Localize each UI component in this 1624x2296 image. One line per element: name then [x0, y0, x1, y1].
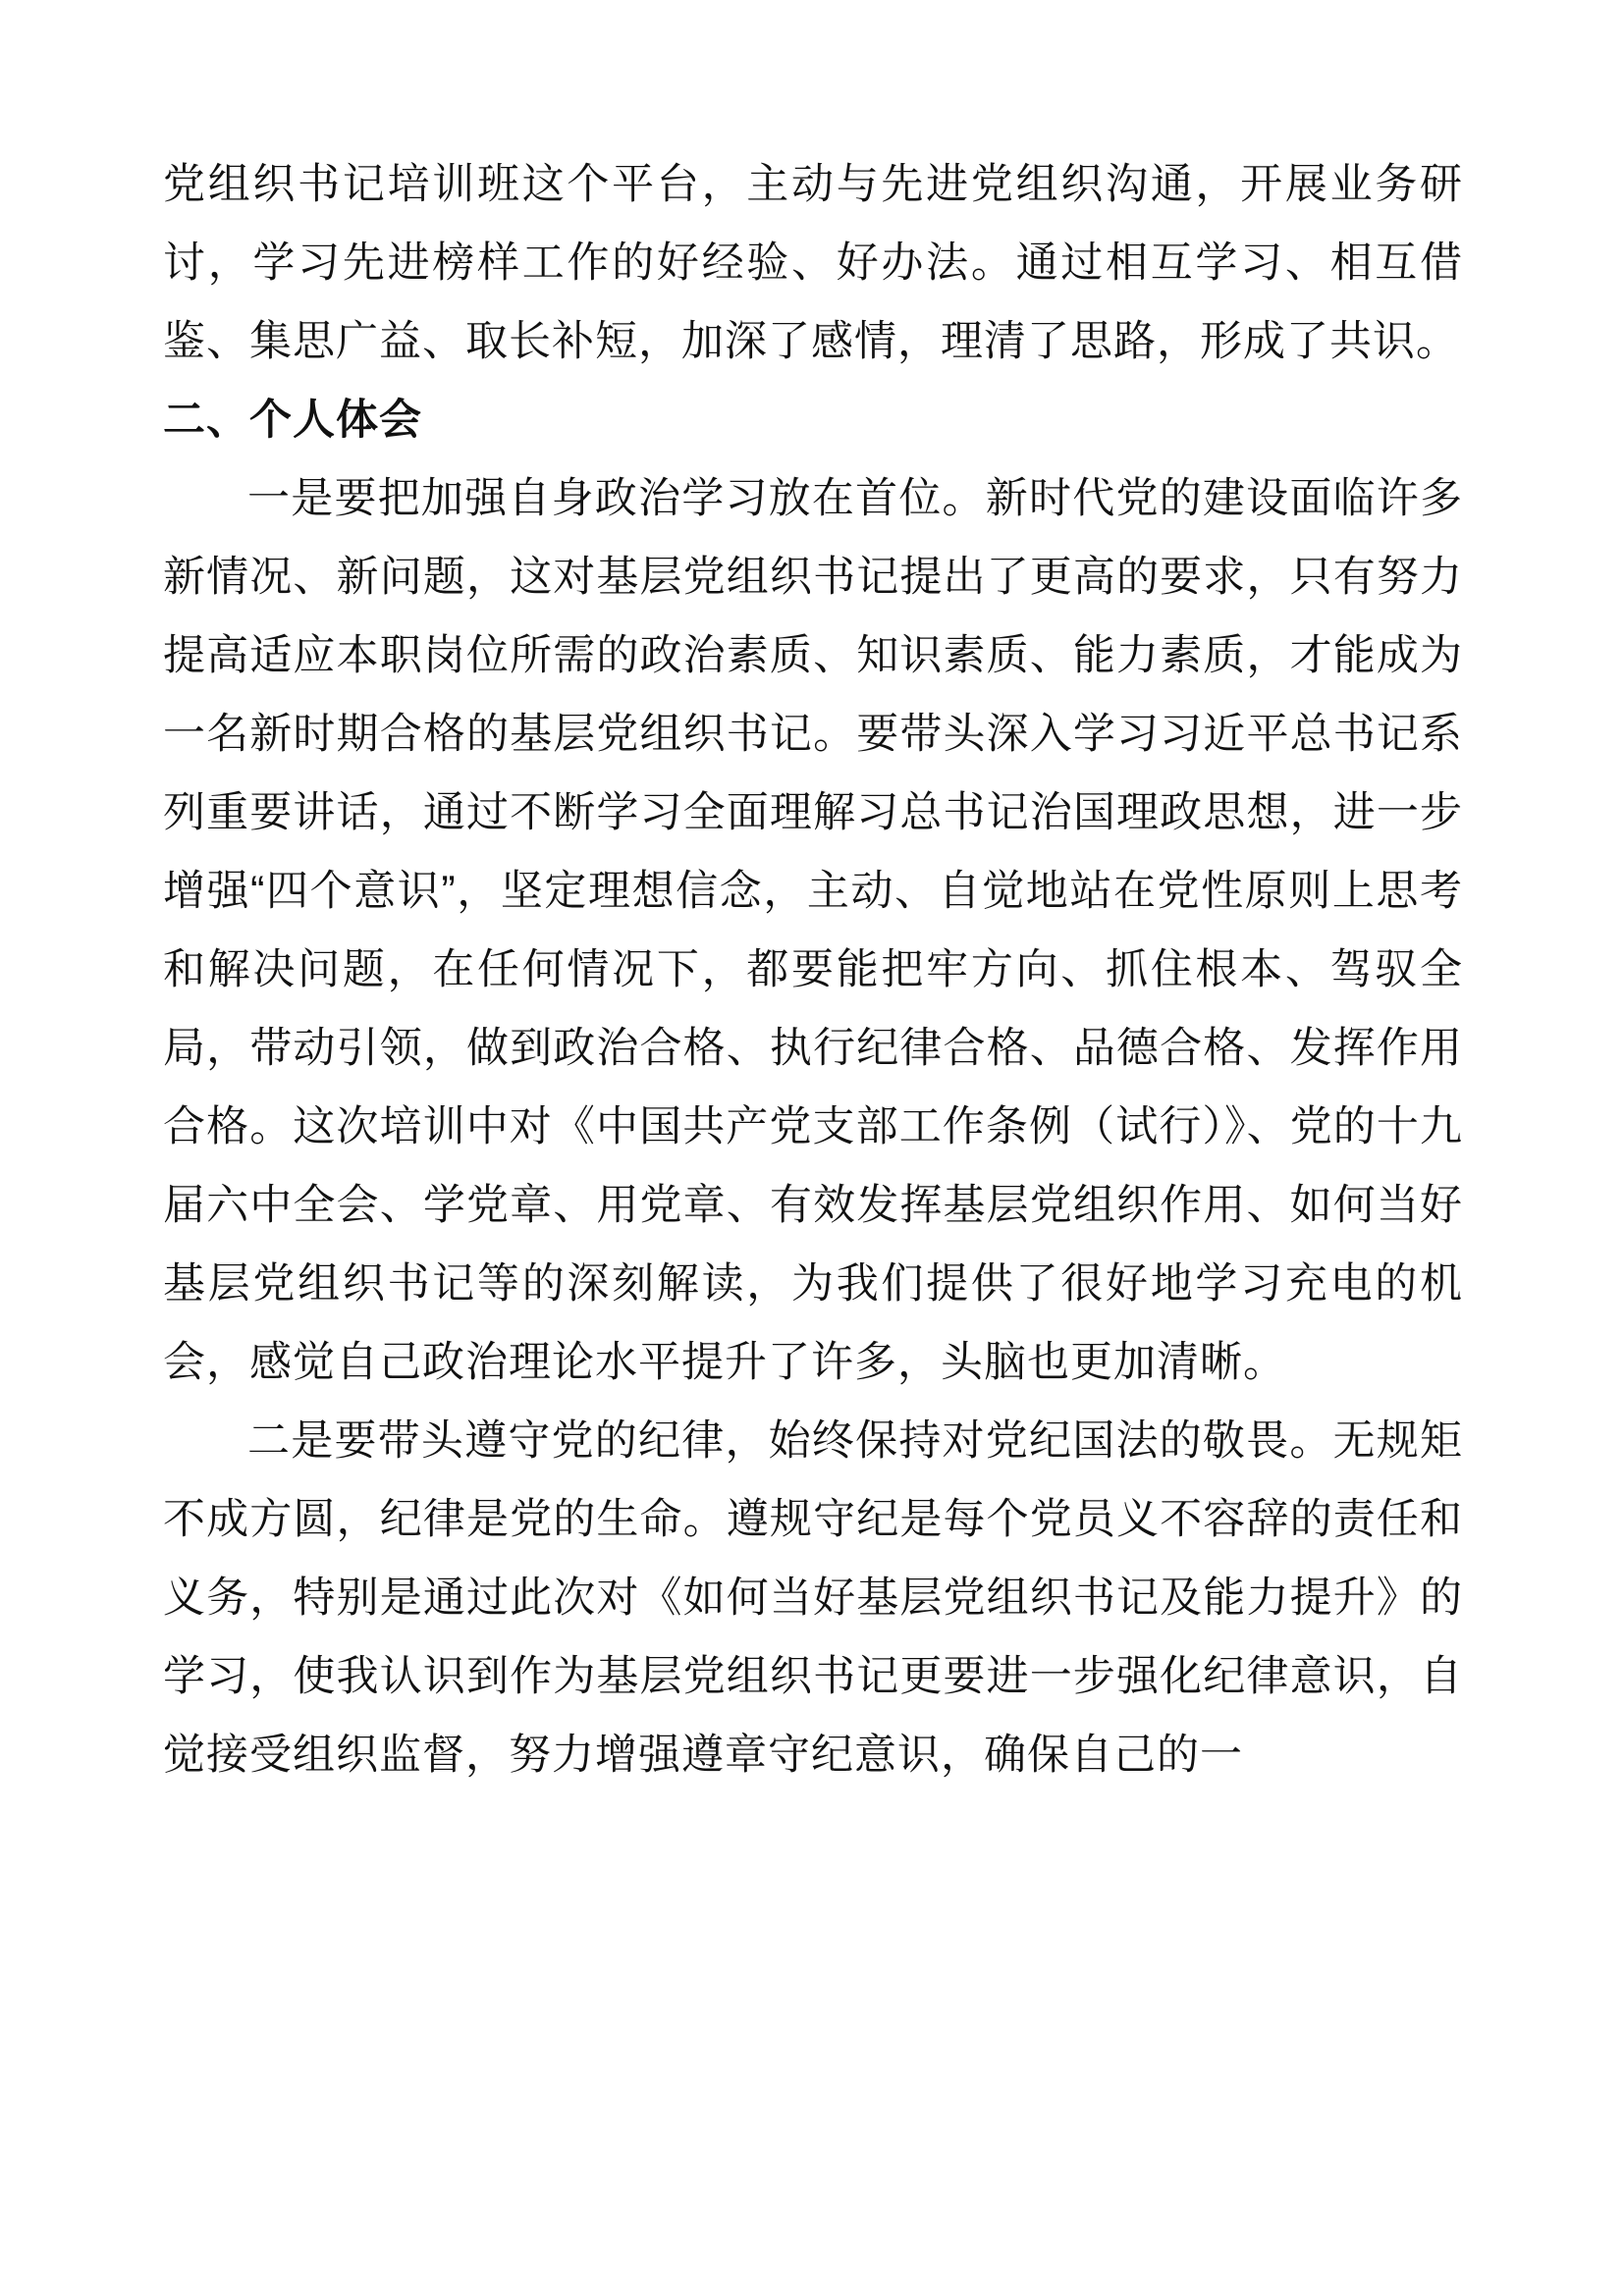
paragraph-continuation: 党组织书记培训班这个平台，主动与先进党组织沟通，开展业务研讨，学习先进榜样工作的好经验、好办法。通过相互学习、相互借鉴、集思广益、取长补短，加深了感情，理清了思路，形成了共识。 — [163, 161, 1463, 365]
section-heading: 二、个人体会 — [163, 397, 422, 444]
paragraph-body: 二是要带头遵守党的纪律，始终保持对党纪国法的敬畏。无规矩不成方圆，纪律是党的生命。遵规守纪是每个党员义不容辞的责任和义务，特别是通过此次对《如何当好基层党组织书记及能力提升》的学习，使我认识到作为基层党组织书记更要进一步强化纪律意识，自觉接受组织监督，努力增强遵章守纪意识，确保自己的一 — [163, 1417, 1463, 1779]
paragraph-body: 一是要把加强自身政治学习放在首位。新时代党的建设面临许多新情况、新问题，这对基层党组织书记提出了更高的要求，只有努力提高适应本职岗位所需的政治素质、知识素质、能力素质，才能成为一名新时期合格的基层党组织书记。要带头深入学习习近平总书记系列重要讲话，通过不断学习全面理解习总书记治国理政思想，进一步增强“四个意识”，坚定理想信念，主动、自觉地站在党性原则上思考和解决问题，在任何情况下，都要能把牢方向、抓住根本、驾驭全局，带动引领，做到政治合格、执行纪律合格、品德合格、发挥作用合格。这次培训中对《中国共产党支部工作条例（试行）》、党的十九届六中全会、学党章、用党章、有效发挥基层党组织作用、如何当好基层党组织书记等的深刻解读，为我们提供了很好地学习充电的机会，感觉自己政治理论水平提升了许多，头脑也更加清晰。 — [163, 475, 1463, 1386]
